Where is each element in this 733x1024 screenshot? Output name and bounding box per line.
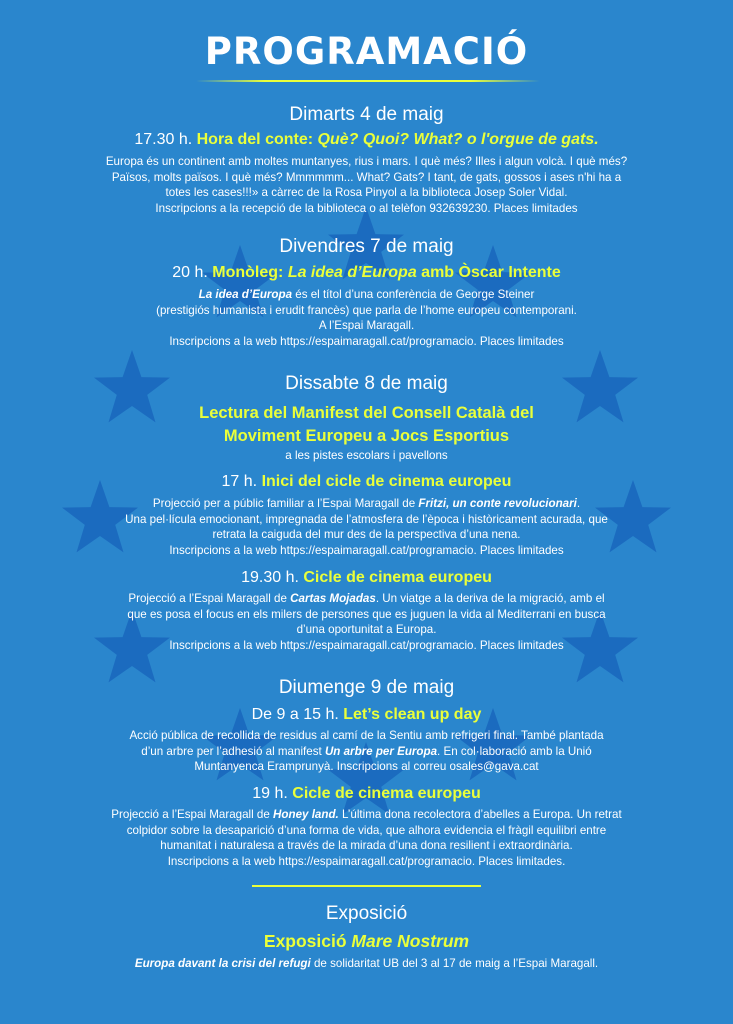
- desc-line: totes les cases!!!» a càrrec de la Rosa Pinyol a la biblioteca Josep Soler Vidal.: [165, 186, 568, 199]
- exhibition-title: [0, 931, 733, 952]
- event-time: 20 h.: [172, 264, 208, 281]
- manifest-line: Moviment Europeu a Jocs Esportius: [223, 427, 510, 445]
- desc-text: d’un arbre per l’adhesió al manifest: [141, 744, 325, 758]
- exhibition-heading: Exposició: [325, 903, 408, 924]
- event-name-rest: amb Òscar Intente: [416, 264, 561, 281]
- desc-line: [40, 591, 693, 607]
- event-name: Monòleg:: [212, 264, 288, 281]
- desc-line: d’una oportunitat a Europa.: [296, 623, 437, 636]
- event-title: [0, 264, 733, 282]
- desc-line: Una pel·lícula emocionant, impregnada de l’atmosfera de l’època i històricament acurada, que: [125, 512, 608, 526]
- desc-line: que es posa el focus en els milers de persones que es juguen la vida al Mediterrani en busca: [127, 607, 606, 621]
- desc-line: Inscripcions a la web https://espaimaragall.cat/programacio. Places limitades: [169, 543, 564, 557]
- day-heading: Diumenge 9 de maig: [278, 677, 455, 698]
- desc-line: Europa és un continent amb moltes muntanyes, rius i mars. I què més? Illes i algun volcà. I què més?: [105, 155, 628, 168]
- event-name: Let’s clean up day: [343, 706, 482, 723]
- day-heading: Divendres 7 de maig: [279, 236, 454, 257]
- event-name: Cicle de cinema europeu: [292, 785, 481, 802]
- event-time: 17.30 h.: [134, 131, 193, 148]
- event-description: [40, 591, 693, 653]
- work-title: Un arbre per Europa: [324, 744, 438, 758]
- event-time: 19 h.: [252, 785, 288, 802]
- page-title: PROGRAMACIÓ: [204, 30, 529, 73]
- event-description: [40, 287, 693, 349]
- day-heading: Dissabte 8 de maig: [285, 373, 448, 394]
- title-underline: [196, 80, 540, 82]
- desc-line: Acció pública de recollida de residus al camí de la Sentiu amb refrigeri final. També plantada: [129, 729, 604, 742]
- event-name: Cicle de cinema europeu: [303, 569, 492, 586]
- desc-line: Muntanyenca Eramprunyà. Inscripcions al correu osales@gava.cat: [194, 760, 539, 773]
- desc-line: Inscripcions a la web https://espaimaragall.cat/programacio. Places limitades.: [167, 854, 566, 868]
- event-time: De 9 a 15 h.: [251, 706, 339, 723]
- work-title: Honey land.: [273, 808, 339, 821]
- event-name: Inici del cicle de cinema europeu: [261, 473, 512, 490]
- desc-line: [40, 807, 693, 823]
- manifest-title: [0, 402, 733, 448]
- desc-line: (prestigiós humanista i erudit francès) que parla de l’home europeu contemporani.: [156, 303, 577, 317]
- desc-text: . Un viatge a la deriva de la migració, amb el: [375, 592, 605, 605]
- event-title: [0, 569, 733, 587]
- desc-text: Projecció a l’Espai Maragall de: [128, 592, 291, 605]
- desc-line: [40, 744, 693, 760]
- event-title: [0, 706, 733, 724]
- event-title: [0, 473, 733, 491]
- exhibition-name-italic: Mare Nostrum: [351, 931, 470, 951]
- work-title: Fritzi, un conte revolucionari: [418, 497, 577, 510]
- desc-text: L’última dona recolectora d’abelles a Europa. Un retrat: [338, 808, 622, 821]
- event-name-italic: Què? Quoi? What? o l'orgue de gats.: [317, 131, 599, 148]
- desc-line: Països, molts països. I què més? Mmmmmm... What? Gats? I tant, de gats, gossos i ases n'hi ha a: [111, 170, 622, 184]
- manifest-line: Lectura del Manifest del Consell Català del: [199, 404, 534, 422]
- desc-text: és el títol d’una conferència de George Steiner: [292, 288, 535, 301]
- work-title: La idea d’Europa: [198, 288, 293, 301]
- event-description: [40, 807, 693, 869]
- day-heading: Dimarts 4 de maig: [289, 104, 444, 125]
- desc-text: . En col·laboració amb la Unió: [437, 744, 592, 758]
- exhibition-name: Exposició: [263, 931, 352, 951]
- exhibition-description: [40, 956, 693, 972]
- desc-line: Inscripcions a la recepció de la biblioteca o al telèfon 932639230. Places limitades: [155, 201, 578, 215]
- event-time: 19.30 h.: [241, 569, 299, 586]
- desc-line: [40, 287, 693, 303]
- event-description: [40, 496, 693, 558]
- desc-line: humanitat i naturalesa a través de la mirada d’una dona resilient i extraordinària.: [160, 839, 573, 852]
- desc-text: Projecció a l’Espai Maragall de: [111, 808, 274, 821]
- desc-line: retrata la caiguda del mur des de la perspectiva d’una nena.: [212, 528, 521, 541]
- event-title: [0, 131, 733, 149]
- event-title: [0, 785, 733, 803]
- event-description: [40, 728, 693, 775]
- desc-line: Inscripcions a la web https://espaimaragall.cat/programacio. Places limitades: [169, 334, 564, 348]
- desc-text: de solidaritat UB del 3 al 17 de maig a l’Espai Maragall.: [310, 957, 599, 970]
- work-title: Cartas Mojadas: [290, 592, 376, 605]
- desc-text: Projecció per a públic familiar a l’Espai Maragall de: [152, 497, 419, 510]
- work-title: Europa davant la crisi del refugi: [134, 957, 311, 970]
- event-time: 17 h.: [221, 473, 258, 490]
- event-name: Hora del conte:: [196, 131, 318, 148]
- section-divider: [252, 885, 481, 887]
- desc-line: Inscripcions a la web https://espaimaragall.cat/programacio. Places limitades: [169, 638, 564, 652]
- event-name-italic: La idea d’Europa: [287, 264, 417, 281]
- event-description: [40, 154, 693, 216]
- desc-line: colpidor sobre la desaparició d’una forma de vida, que alhora evidencia el fràgil equilibri entre: [126, 823, 607, 837]
- desc-line: [40, 496, 693, 512]
- desc-line: A l’Espai Maragall.: [318, 319, 415, 332]
- manifest-sub: a les pistes escolars i pavellons: [285, 449, 448, 462]
- desc-text: .: [576, 497, 581, 510]
